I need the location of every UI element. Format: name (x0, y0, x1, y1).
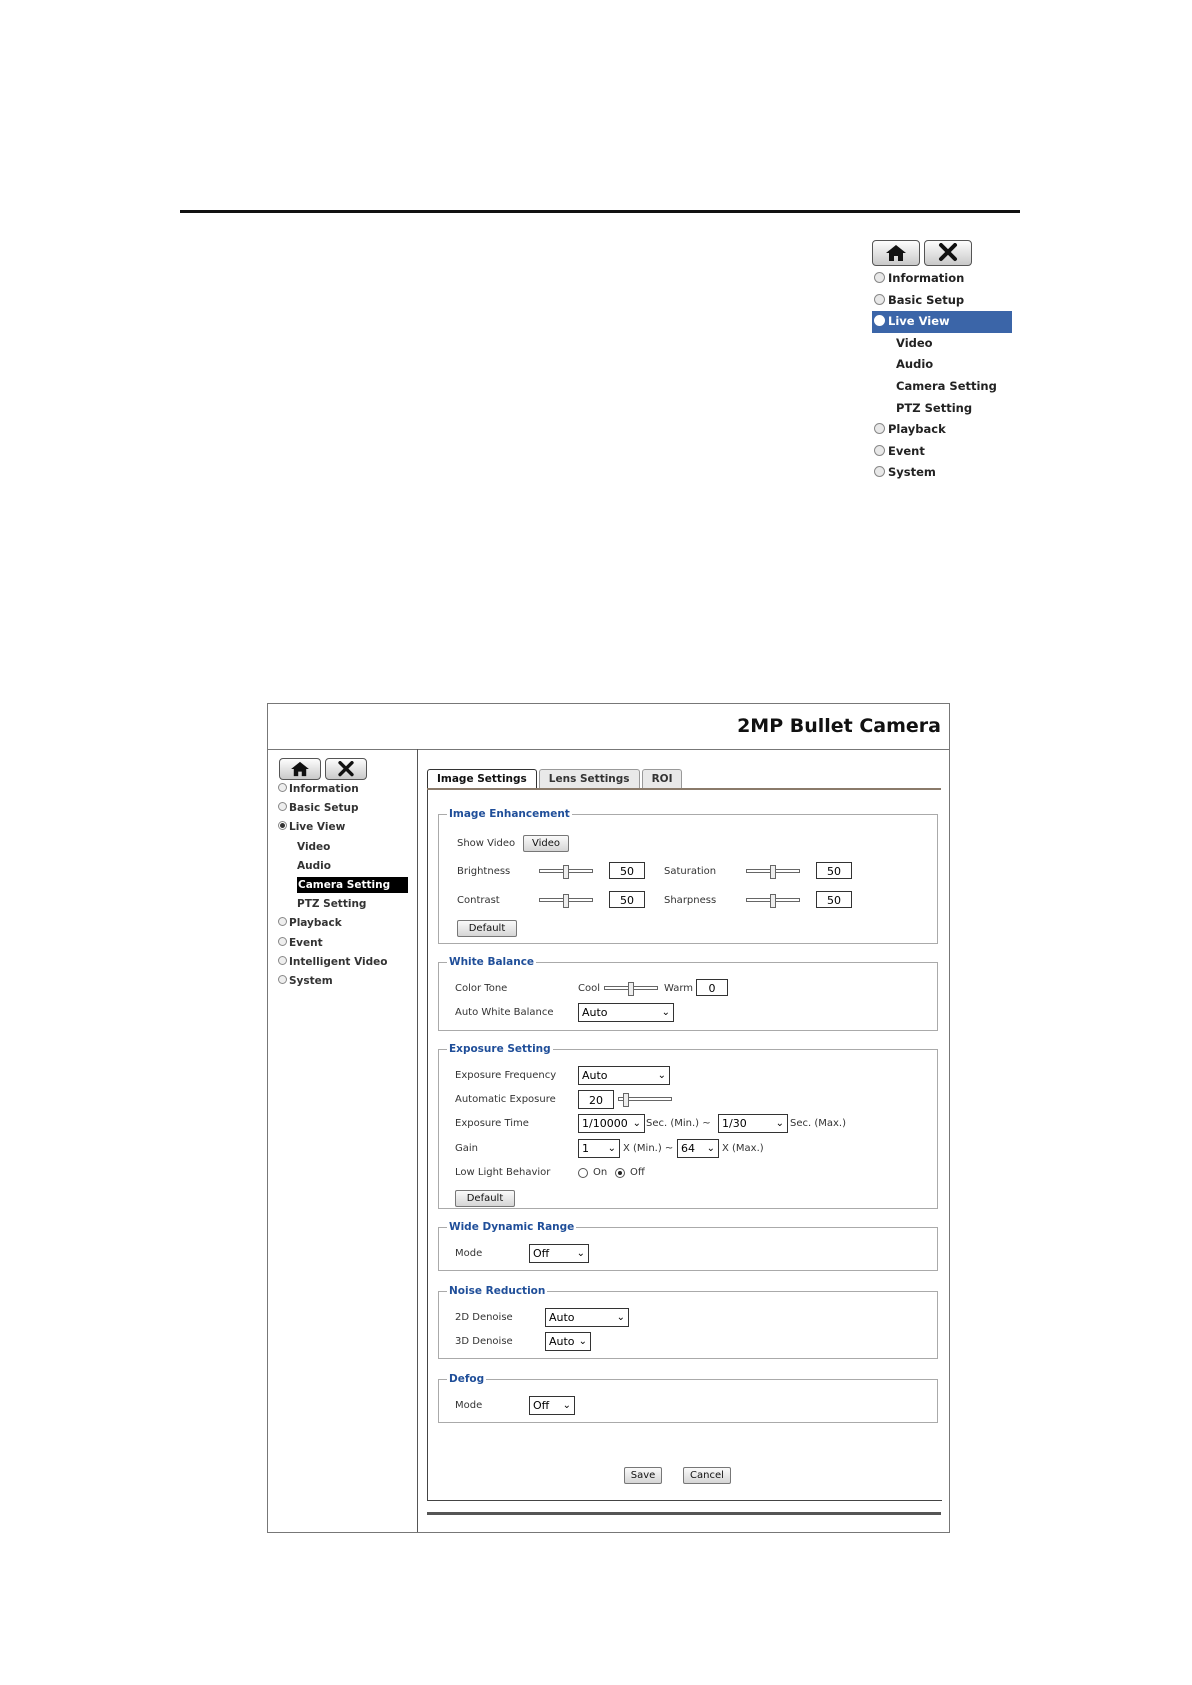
chevron-down-icon: ⌄ (576, 1248, 585, 1259)
bullet-icon (874, 466, 885, 477)
color-tone-label: Color Tone (455, 983, 508, 994)
image-default-button[interactable]: Default (457, 920, 517, 937)
gain-min-unit: X (Min.) ~ (623, 1143, 674, 1154)
bullet-icon (874, 445, 885, 456)
camera-sidebar (268, 749, 418, 1532)
tools-icon[interactable] (924, 240, 972, 266)
3d-denoise-select[interactable] (545, 1332, 591, 1351)
bullet-icon (278, 937, 287, 946)
select-value: 1/30 (722, 1117, 747, 1130)
sidebar-label: System (289, 974, 333, 987)
chevron-down-icon: ⌄ (607, 1143, 616, 1154)
sidebar-label: Live View (289, 821, 346, 834)
wide-dynamic-range-group (438, 1221, 938, 1271)
exposure-frequency-select[interactable] (578, 1066, 670, 1085)
select-value: Off (533, 1247, 550, 1260)
exposure-default-button[interactable]: Default (455, 1190, 515, 1207)
image-enhancement-group (438, 808, 938, 944)
automatic-exposure-label: Automatic Exposure (455, 1094, 556, 1105)
sidebar-item-intelligent-video[interactable] (268, 953, 417, 972)
nav-event[interactable] (872, 441, 1012, 463)
mini-navigation (872, 240, 1012, 484)
sidebar-item-camera-setting[interactable] (268, 876, 417, 895)
home-icon[interactable] (872, 240, 920, 266)
automatic-exposure-value[interactable]: 20 (578, 1090, 614, 1109)
sidebar-label: Intelligent Video (289, 955, 388, 968)
contrast-label: Contrast (457, 895, 500, 906)
group-title: White Balance (449, 956, 535, 968)
on-label: On (593, 1167, 608, 1178)
nav-audio[interactable]: Audio (896, 357, 934, 372)
select-value: Auto (549, 1311, 575, 1324)
sidebar-item-audio[interactable] (268, 857, 417, 876)
nav-label: Playback (888, 422, 946, 437)
exposure-setting-group (438, 1043, 938, 1209)
camera-title: 2MP Bullet Camera (737, 715, 941, 737)
nav-label: System (888, 465, 936, 480)
exposure-frequency-label: Exposure Frequency (455, 1070, 557, 1081)
cancel-button[interactable]: Cancel (683, 1467, 731, 1484)
show-video-label: Show Video (457, 838, 516, 849)
bullet-icon (278, 917, 287, 926)
chevron-down-icon: ⌄ (657, 1070, 666, 1081)
group-title: Defog (449, 1373, 485, 1385)
camera-header (268, 704, 949, 750)
bullet-icon (874, 272, 885, 283)
chevron-down-icon: ⌄ (661, 1007, 670, 1018)
nav-system[interactable] (872, 462, 1012, 484)
select-value: Auto (582, 1069, 608, 1082)
bullet-icon (874, 294, 885, 305)
contrast-slider[interactable] (539, 892, 593, 908)
cool-label: Cool (578, 983, 600, 994)
2d-denoise-select[interactable] (545, 1308, 629, 1327)
chevron-down-icon: ⌄ (706, 1143, 715, 1154)
saturation-slider[interactable] (746, 863, 800, 879)
sidebar-label: Basic Setup (289, 802, 359, 815)
home-icon[interactable] (279, 758, 321, 780)
3d-denoise-label: 3D Denoise (455, 1336, 513, 1347)
gain-max-unit: X (Max.) (722, 1143, 764, 1154)
gain-max-select[interactable] (677, 1139, 719, 1158)
sidebar-item-live-view[interactable] (268, 818, 417, 837)
select-value: Auto (582, 1006, 608, 1019)
automatic-exposure-slider[interactable] (618, 1091, 672, 1107)
noise-reduction-group (438, 1285, 938, 1359)
chevron-down-icon: ⌄ (775, 1118, 784, 1129)
wdr-mode-label: Mode (455, 1248, 483, 1259)
chevron-down-icon: ⌄ (632, 1118, 641, 1129)
nav-video[interactable]: Video (896, 335, 933, 350)
bullet-icon (278, 975, 287, 984)
nav-camera-setting[interactable]: Camera Setting (896, 378, 997, 393)
settings-content (427, 759, 941, 1504)
sharpness-slider[interactable] (746, 892, 800, 908)
sidebar-label: Information (289, 783, 359, 795)
exposure-time-max-select[interactable] (718, 1114, 788, 1133)
group-title: Wide Dynamic Range (449, 1221, 575, 1233)
low-light-on-radio[interactable] (578, 1168, 588, 1178)
gain-label: Gain (455, 1143, 478, 1154)
sidebar-item-ptz-setting[interactable] (268, 895, 417, 914)
defog-group (438, 1373, 938, 1423)
low-light-off-radio[interactable] (615, 1168, 625, 1178)
group-title: Noise Reduction (449, 1285, 546, 1297)
tab-lens-settings[interactable]: Lens Settings (539, 769, 640, 789)
exposure-time-min-unit: Sec. (Min.) ~ (646, 1118, 711, 1129)
bullet-icon (278, 956, 287, 965)
chevron-down-icon: ⌄ (578, 1336, 587, 1347)
select-value: 1 (582, 1142, 589, 1155)
2d-denoise-label: 2D Denoise (455, 1312, 513, 1323)
tools-icon[interactable] (325, 758, 367, 780)
sidebar-label: Event (289, 936, 323, 949)
select-value: 1/10000 (582, 1117, 628, 1130)
auto-white-balance-select[interactable] (578, 1003, 674, 1022)
select-value: Off (533, 1399, 550, 1412)
brightness-label: Brightness (457, 866, 511, 877)
sidebar-label: Camera Setting (297, 877, 408, 893)
sidebar-item-system[interactable] (268, 972, 417, 991)
sharpness-label: Sharpness (664, 895, 717, 906)
sidebar-label: Audio (297, 859, 331, 872)
sidebar-item-video[interactable] (268, 838, 417, 857)
nav-information[interactable] (872, 268, 1012, 290)
bullet-icon (278, 802, 287, 811)
select-value: 64 (681, 1142, 695, 1155)
contrast-value[interactable]: 50 (609, 891, 645, 908)
bullet-icon (874, 423, 885, 434)
nav-label: Information (888, 271, 965, 285)
chevron-down-icon: ⌄ (616, 1312, 625, 1323)
tab-roi[interactable]: ROI (642, 769, 683, 789)
sharpness-value[interactable]: 50 (816, 891, 852, 908)
exposure-time-min-select[interactable] (578, 1114, 645, 1133)
off-label: Off (630, 1167, 645, 1178)
nav-ptz-setting[interactable]: PTZ Setting (896, 400, 973, 415)
exposure-time-label: Exposure Time (455, 1118, 529, 1129)
video-button[interactable]: Video (523, 835, 569, 852)
tab-image-settings[interactable]: Image Settings (427, 769, 537, 789)
tab-panel (427, 790, 942, 1501)
save-button[interactable]: Save (624, 1467, 662, 1484)
nav-live-view[interactable] (872, 311, 1012, 333)
sidebar-item-event[interactable] (268, 934, 417, 953)
color-tone-slider[interactable] (604, 980, 658, 996)
nav-label: Basic Setup (888, 292, 965, 307)
brightness-value[interactable]: 50 (609, 862, 645, 879)
chevron-down-icon: ⌄ (562, 1400, 571, 1411)
saturation-label: Saturation (664, 866, 717, 877)
sidebar-item-playback[interactable] (268, 914, 417, 933)
defog-mode-label: Mode (455, 1400, 483, 1411)
group-title: Exposure Setting (449, 1043, 551, 1055)
sidebar-item-information[interactable] (268, 780, 417, 799)
brightness-slider[interactable] (539, 863, 593, 879)
sidebar-label: Video (297, 840, 331, 853)
nav-playback[interactable] (872, 419, 1012, 441)
select-value: Auto (549, 1335, 575, 1348)
warm-label: Warm (664, 983, 694, 994)
nav-basic-setup[interactable] (872, 290, 1012, 312)
bullet-icon (278, 821, 287, 830)
sidebar-label: PTZ Setting (297, 898, 367, 911)
frame-bottom-line (427, 1512, 941, 1515)
sidebar-item-basic-setup[interactable] (268, 799, 417, 818)
nav-label: Event (888, 443, 925, 458)
auto-white-balance-label: Auto White Balance (455, 1007, 554, 1018)
sidebar-label: Playback (289, 917, 342, 930)
low-light-behavior-label: Low Light Behavior (455, 1167, 551, 1178)
defog-mode-select[interactable] (529, 1396, 575, 1415)
nav-label: Live View (888, 314, 950, 329)
exposure-time-max-unit: Sec. (Max.) (790, 1118, 847, 1129)
white-balance-group (438, 956, 938, 1031)
saturation-value[interactable]: 50 (816, 862, 852, 879)
bullet-icon (874, 315, 885, 326)
bullet-icon (278, 783, 287, 792)
wdr-mode-select[interactable] (529, 1244, 589, 1263)
camera-ui-screenshot (267, 703, 950, 1533)
page-divider (180, 210, 1020, 213)
color-tone-value[interactable]: 0 (696, 979, 728, 996)
group-title: Image Enhancement (449, 808, 570, 820)
gain-min-select[interactable] (578, 1139, 620, 1158)
